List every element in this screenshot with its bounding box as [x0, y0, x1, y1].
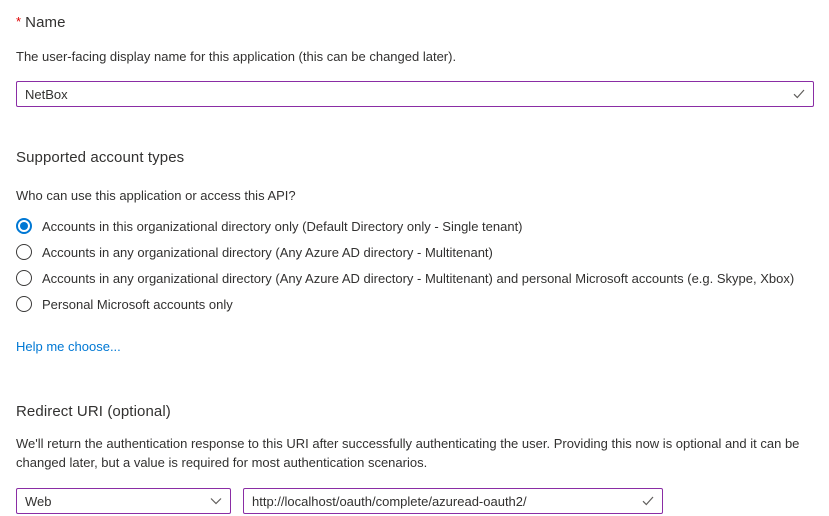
redirect-uri-heading: Redirect URI (optional): [16, 403, 171, 420]
radio-option-multitenant[interactable]: [16, 244, 813, 260]
radio-option-label: Accounts in this organizational directory only (Default Directory only - Single tenant): [42, 218, 523, 234]
redirect-uri-description: We'll return the authentication response to this URI after successfully authenticating the user. Providing this now is optional and it can be changed later, but a value is required for most authentication scenarios.: [16, 436, 800, 470]
name-input[interactable]: [25, 87, 787, 102]
required-asterisk: *: [16, 14, 22, 29]
radio-option-single-tenant[interactable]: [16, 218, 813, 234]
name-input-container: [16, 81, 814, 107]
account-types-radio-group: [16, 218, 813, 312]
help-me-choose-link[interactable]: Help me choose...: [16, 339, 121, 354]
name-section-heading: [16, 14, 813, 31]
account-types-heading: Supported account types: [16, 149, 185, 166]
platform-select-value: Web: [25, 493, 52, 509]
redirect-uri-input[interactable]: [252, 494, 636, 509]
radio-option-personal-only[interactable]: [16, 296, 813, 312]
radio-option-label: Accounts in any organizational directory (Any Azure AD directory - Multitenant) and personal Microsoft accounts (e.g. Skype, Xbox): [42, 270, 795, 286]
radio-option-multitenant-personal[interactable]: [16, 270, 813, 286]
radio-icon[interactable]: [16, 296, 32, 312]
radio-option-label: Accounts in any organizational directory (Any Azure AD directory - Multitenant): [42, 244, 493, 260]
name-label: Name: [25, 14, 66, 31]
radio-icon[interactable]: [16, 270, 32, 286]
account-types-question: Who can use this application or access this API?: [16, 188, 296, 203]
redirect-uri-row: [16, 488, 813, 514]
chevron-down-icon[interactable]: [210, 497, 222, 505]
platform-select[interactable]: [16, 488, 231, 514]
radio-option-label: Personal Microsoft accounts only: [42, 296, 233, 312]
name-description: The user-facing display name for this application (this can be changed later).: [16, 49, 457, 64]
checkmark-icon: [793, 89, 805, 99]
radio-icon[interactable]: [16, 244, 32, 260]
radio-icon[interactable]: [16, 218, 32, 234]
redirect-uri-input-container: [243, 488, 663, 514]
checkmark-icon: [642, 496, 654, 506]
